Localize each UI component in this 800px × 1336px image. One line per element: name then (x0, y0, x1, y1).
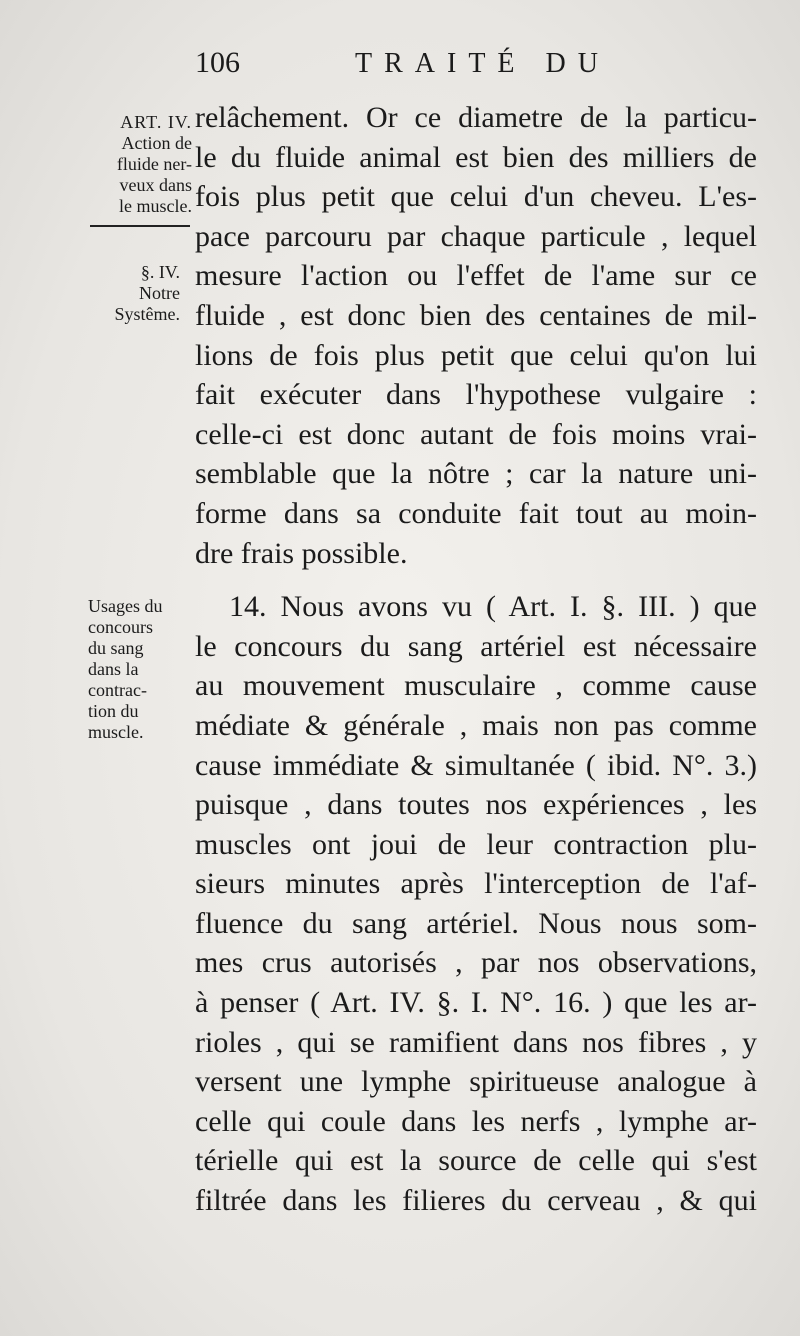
margin-line: §. IV. (140, 262, 180, 282)
text-line: fait exécuter dans l'hypothese vulgaire : (195, 378, 757, 412)
text-line: semblable que la nôtre ; car la nature uni- (195, 457, 757, 491)
text-line: dre frais possible. (195, 536, 408, 570)
text-line: sieurs minutes après l'interception de l'af- (195, 867, 757, 901)
page-number: 106 (195, 46, 240, 79)
margin-line: fluide ner- (116, 154, 192, 174)
text-line: le concours du sang artériel est nécessaire (195, 629, 757, 663)
margin-line: muscle. (88, 722, 144, 742)
paragraph-gap (195, 573, 757, 587)
margin-note-usages (88, 596, 200, 743)
text-line: fois plus petit que celui d'un cheveu. L'es- (195, 180, 757, 214)
text-line: pace parcouru par chaque particule , lequel (195, 219, 757, 253)
text-line: au mouvement musculaire , comme cause (195, 669, 757, 703)
running-title: TRAITÉ DU (355, 48, 610, 79)
margin-line: Systême. (114, 304, 180, 324)
paragraph-2 (195, 587, 757, 1221)
text-line: cause immédiate & simultanée ( ibid. N°. 3.) (195, 748, 757, 782)
text-line: 14. Nous avons vu ( Art. I. §. III. ) que (229, 590, 757, 624)
margin-line: du sang (88, 638, 144, 658)
page-header (195, 46, 755, 86)
margin-line: dans la (88, 659, 139, 679)
margin-line: veux dans (119, 175, 192, 195)
text-line: mes crus autorisés , par nos observations, (195, 946, 757, 980)
text-line: celle qui coule dans les nerfs , lymphe ar- (195, 1104, 757, 1138)
margin-line: contrac- (88, 680, 147, 700)
text-line: rioles , qui se ramifient dans nos fibres , y (195, 1025, 757, 1059)
margin-line: ART. IV. (120, 112, 192, 132)
text-line: térielle qui est la source de celle qui s'est (195, 1144, 757, 1178)
main-text (195, 98, 757, 1221)
margin-line: tion du (88, 701, 139, 721)
margin-divider (90, 225, 190, 227)
margin-line: Action de (121, 133, 192, 153)
text-line: celle-ci est donc autant de fois moins vrai- (195, 417, 757, 451)
margin-note-systeme (80, 262, 180, 325)
paragraph-1 (195, 98, 757, 573)
margin-note-action (80, 112, 192, 235)
text-line: fluide , est donc bien des centaines de mil- (195, 298, 757, 332)
text-line: relâchement. Or ce diametre de la particu- (195, 101, 757, 134)
text-line: le du fluide animal est bien des milliers de (195, 140, 757, 174)
text-line: muscles ont joui de leur contraction plu- (195, 827, 757, 861)
margin-line: le muscle. (119, 196, 192, 216)
text-line: fluence du sang artériel. Nous nous som- (195, 906, 757, 940)
text-line: à penser ( Art. IV. §. I. N°. 16. ) que les ar- (195, 986, 757, 1020)
text-line: médiate & générale , mais non pas comme (195, 708, 757, 742)
text-line: forme dans sa conduite fait tout au moin- (195, 496, 757, 530)
text-line: mesure l'action ou l'effet de l'ame sur ce (195, 259, 757, 293)
text-line: puisque , dans toutes nos expériences , les (195, 788, 757, 822)
text-line: versent une lymphe spiritueuse analogue à (195, 1065, 757, 1099)
text-line: lions de fois plus petit que celui qu'on lui (195, 338, 757, 372)
margin-line: concours (88, 617, 153, 637)
text-line: filtrée dans les filieres du cerveau , & qui (195, 1184, 757, 1218)
margin-line: Usages du (88, 596, 163, 616)
margin-line: Notre (139, 283, 180, 303)
